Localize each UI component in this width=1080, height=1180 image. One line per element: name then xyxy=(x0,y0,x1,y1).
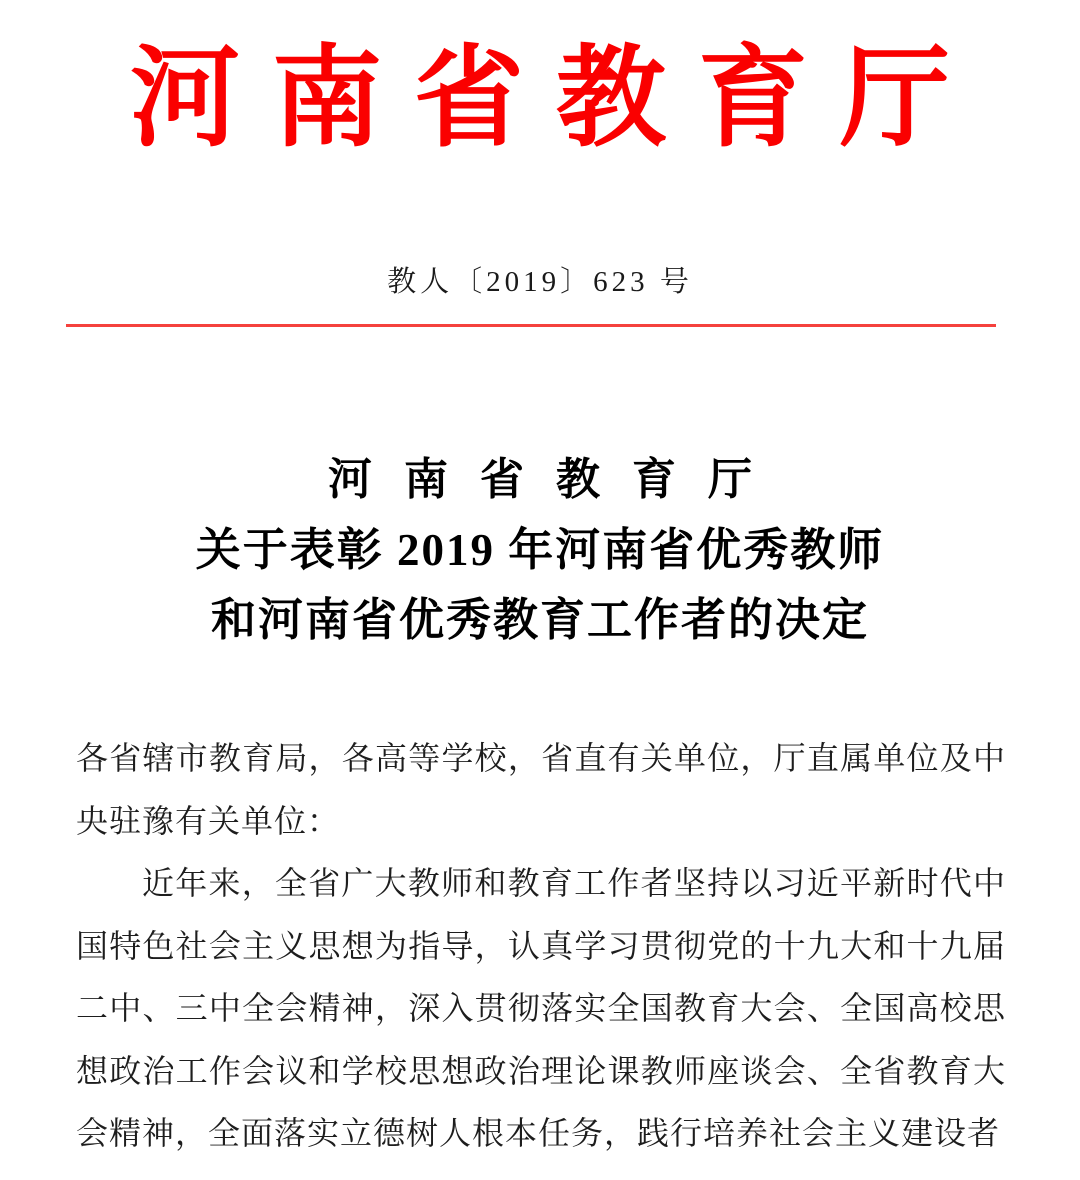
document-page xyxy=(0,34,1080,1180)
red-divider-line xyxy=(66,324,996,327)
document-body xyxy=(76,727,1006,1165)
document-title xyxy=(0,445,1080,655)
body-paragraph: 近年来，全省广大教师和教育工作者坚持以习近平新时代中国特色社会主义思想为指导，认真学习贯彻党的十九大和十九届二中、三中全会精神，深入贯彻落实全国教育大会、全国高校思想政治工作会议和学校思想政治理论课教师座谈会、全省教育大会精神，全面落实立德树人根本任务，践行培养社会主义建设者 xyxy=(76,865,1006,1151)
title-line-2: 关于表彰 2019 年河南省优秀教师 xyxy=(195,525,885,575)
salutation-line: 各省辖市教育局，各高等学校，省直有关单位，厅直属单位及中央驻豫有关单位： xyxy=(76,740,1006,839)
title-line-1: 河南省教育厅 xyxy=(328,455,784,504)
document-number: 教人〔2019〕623 号 xyxy=(387,266,693,298)
title-line-3: 和河南省优秀教育工作者的决定 xyxy=(210,595,869,645)
agency-header-title: 河南省教育厅 xyxy=(130,38,982,160)
